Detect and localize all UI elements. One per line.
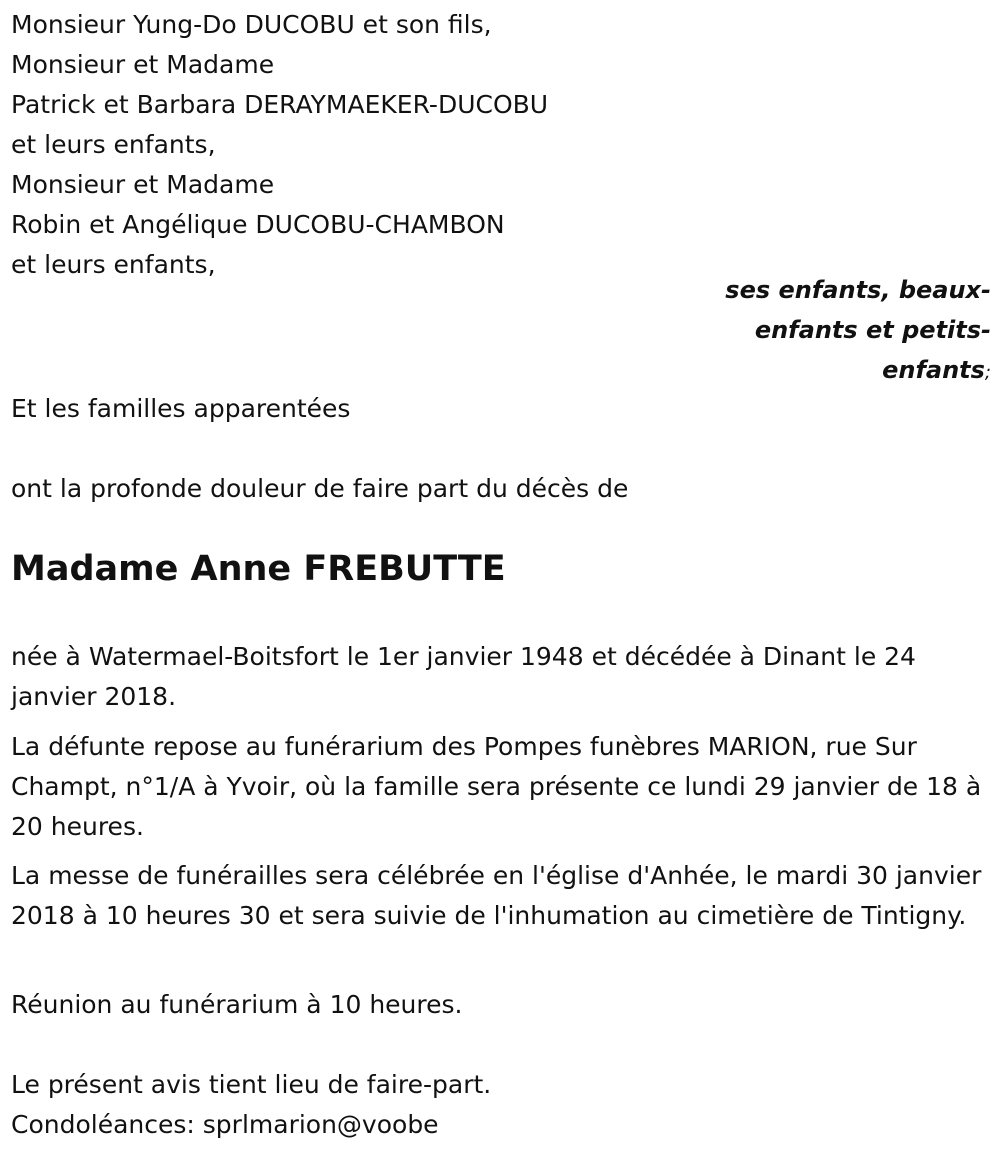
relation-line-2: enfants et petits- bbox=[754, 316, 991, 344]
relation-label bbox=[725, 270, 991, 393]
family-line: et leurs enfants, bbox=[11, 250, 216, 279]
family-line: Monsieur Yung-Do DUCOBU et son fils, bbox=[11, 10, 492, 39]
family-list bbox=[11, 5, 548, 285]
closing-block bbox=[11, 1065, 491, 1145]
relation-line-3-text: enfants bbox=[882, 356, 985, 384]
funeral-paragraph: La messe de funérailles sera célébrée en l'église d'Anhée, le mardi 30 janvier 2018 à 10 heures 30 et sera suivie de l'inhumation au cimetière de Tintigny. bbox=[11, 861, 982, 930]
relation-line-1: ses enfants, beaux- bbox=[725, 276, 991, 304]
relation-punctuation: ; bbox=[984, 362, 991, 383]
family-line: et leurs enfants, bbox=[11, 130, 216, 159]
family-line: Robin et Angélique DUCOBU-CHAMBON bbox=[11, 210, 505, 239]
family-line: Patrick et Barbara DERAYMAEKER-DUCOBU bbox=[11, 90, 549, 119]
birth-death-paragraph: née à Watermael-Boitsfort le 1er janvier 1948 et décédée à Dinant le 24 janvier 2018. bbox=[11, 642, 916, 711]
announcement-line: ont la profonde douleur de faire part du décès de bbox=[11, 474, 629, 503]
family-line: Monsieur et Madame bbox=[11, 50, 275, 79]
deceased-name: Madame Anne FREBUTTE bbox=[11, 549, 506, 589]
related-families: Et les familles apparentées bbox=[11, 394, 351, 423]
meeting-paragraph: Réunion au funérarium à 10 heures. bbox=[11, 990, 463, 1019]
notice-line: Le présent avis tient lieu de faire-part. bbox=[11, 1070, 492, 1099]
rest-location-paragraph: La défunte repose au funérarium des Pompes funèbres MARION, rue Sur Champt, n°1/A à Yvoir, où la famille sera présente ce lundi 29 janvier de 18 à 20 heures. bbox=[11, 732, 982, 841]
condolences-line: Condoléances: sprlmarion@voobe bbox=[11, 1110, 439, 1139]
relation-line-3 bbox=[725, 350, 991, 393]
family-line: Monsieur et Madame bbox=[11, 170, 275, 199]
